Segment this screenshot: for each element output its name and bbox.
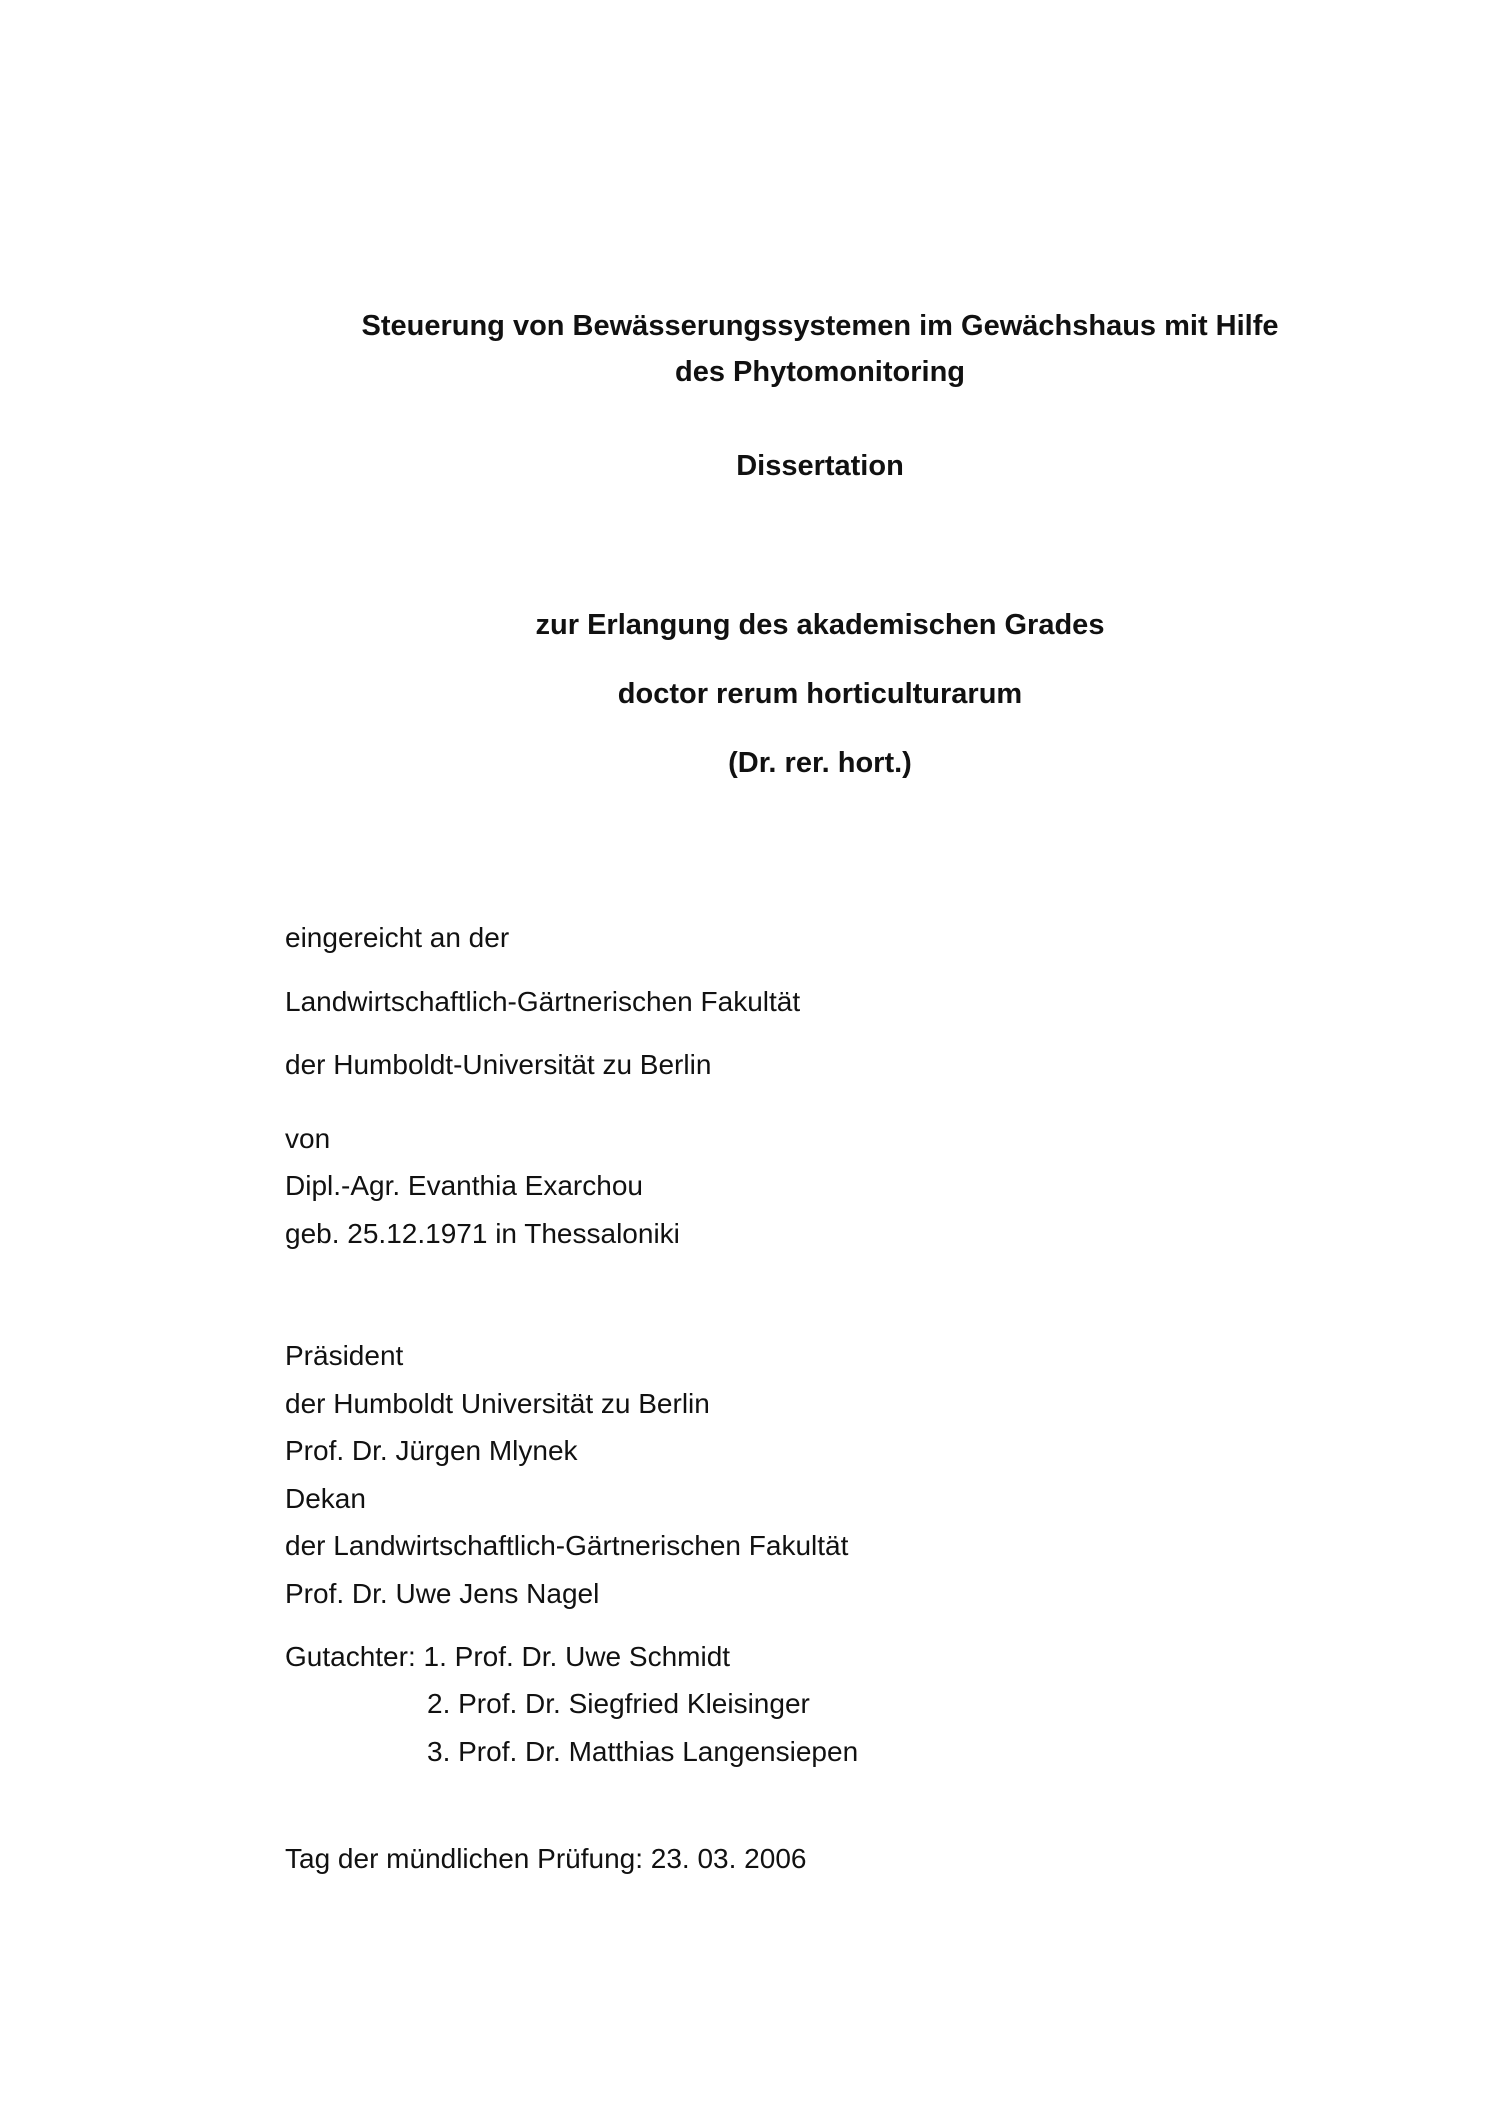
degree-abbreviation: (Dr. rer. hort.) [728, 747, 912, 779]
president-org: der Humboldt Universität zu Berlin [285, 1388, 710, 1419]
dean-label: Dekan [285, 1483, 366, 1514]
president-name: Prof. Dr. Jürgen Mlynek [285, 1435, 578, 1466]
reviewer-3: 3. Prof. Dr. Matthias Langensiepen [427, 1736, 859, 1767]
thesis-title-line-1: Steuerung von Bewässerungssystemen im Gewächshaus mit Hilfe [361, 310, 1279, 342]
reviewer-1: Gutachter: 1. Prof. Dr. Uwe Schmidt [285, 1641, 731, 1672]
degree-line-1: zur Erlangung des akademischen Grades [535, 609, 1105, 641]
author-birth: geb. 25.12.1971 in Thessaloniki [285, 1218, 680, 1249]
dean-name: Prof. Dr. Uwe Jens Nagel [285, 1578, 600, 1609]
university-name: der Humboldt-Universität zu Berlin [285, 1049, 712, 1080]
dean-org: der Landwirtschaftlich-Gärtnerischen Fakultät [285, 1530, 849, 1561]
author-by: von [285, 1123, 331, 1154]
document-type: Dissertation [736, 450, 904, 482]
president-label: Präsident [285, 1340, 404, 1371]
reviewer-2: 2. Prof. Dr. Siegfried Kleisinger [427, 1688, 810, 1719]
submission-line-1: eingereicht an der [285, 922, 510, 953]
degree-line-2: doctor rerum horticulturarum [617, 678, 1023, 710]
oral-exam-date: Tag der mündlichen Prüfung: 23. 03. 2006 [285, 1843, 807, 1874]
thesis-title-line-2: des Phytomonitoring [675, 356, 965, 388]
faculty-name: Landwirtschaftlich-Gärtnerischen Fakultät [285, 986, 801, 1017]
author-name: Dipl.-Agr. Evanthia Exarchou [285, 1170, 643, 1201]
